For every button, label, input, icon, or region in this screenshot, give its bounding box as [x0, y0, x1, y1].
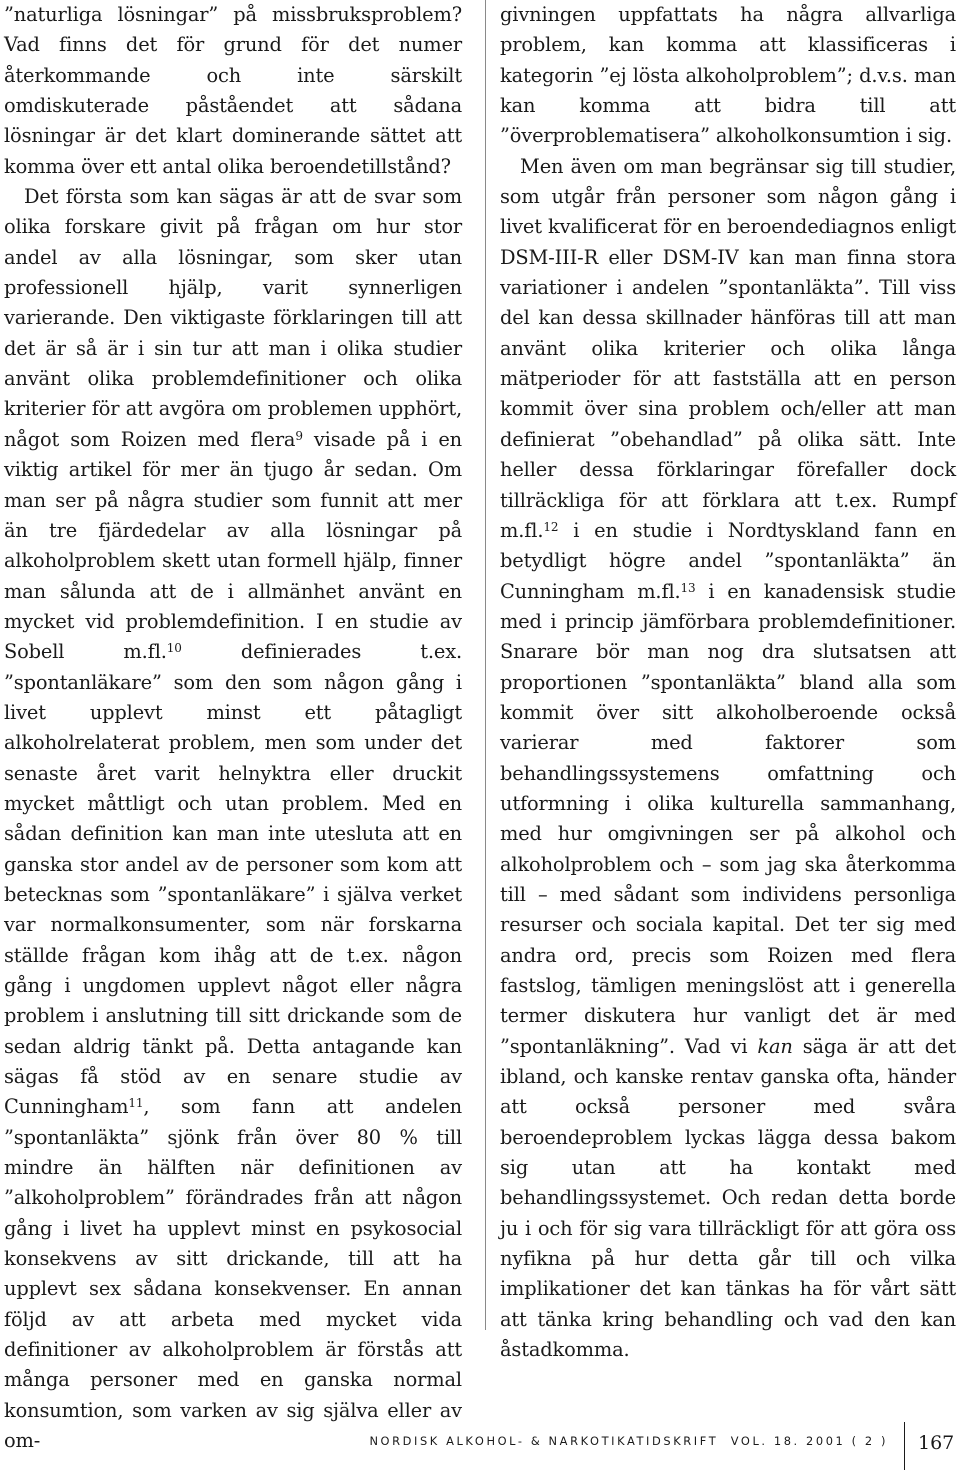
text-run: visade på i en viktig artikel för mer än tjugo år sedan. Om man ser på några studier som funnit att mer än tre fjärdedelar av alla lösningar på alkoholproblem skett utan formell hjälp, finner man sålunda att de i allmänhet använt en mycket vid problemdefinition. I en studie av Sobell m.fl.: [4, 427, 462, 664]
text-run: Det första som kan sägas är att de svar som olika forskare givit på frågan om hur stor andel av alla lösningar, som sker utan professionell hjälp, varit synnerligen varierande. Den viktigaste förklaringen till att det är så är i sin tur att man i olika studier använt olika problemdefinitioner och olika kriterier för att avgöra om problemen upphört, något som Roizen med flera: [4, 185, 462, 451]
text-run: i en kanadensisk studie med i princip jämförbara problemdefinitioner. Snarare bör man nog dra slutsatsen att proportionen ”spontanläkta” bland alla som kommit över sitt alkoholberoende också varierar med faktorer som behandlingssystemens omfattning och utformning i olika kulturella sammanhang, med hur omgivningen ser på alkohol och alkoholproblem och – som jag ska återkomma till – med sådant som individens personliga resurser och sociala kapital. Det ter sig med andra ord, precis som Roizen med flera fastslog, tämligen meningslöst att i generella termer diskutera hur vanligt det är med ”spontanläkning”. Vad vi: [500, 579, 956, 1058]
footer-rule: [904, 1422, 905, 1470]
footnote-ref: 12: [543, 519, 559, 534]
text-run: i en studie i Nordtyskland fann en betydligt högre andel ”spontanläkta” än Cunningham m.fl.: [500, 518, 956, 603]
left-column: [4, 0, 462, 1457]
page-footer: [0, 1422, 960, 1470]
right-column: [500, 0, 956, 1365]
column-divider: [485, 0, 486, 1330]
footnote-ref: 10: [166, 641, 182, 656]
emphasis: kan: [757, 1034, 793, 1058]
journal-title: NORDISK ALKOHOL- & NARKOTIKATIDSKRIFT: [369, 1434, 719, 1448]
page-number: 167: [918, 1432, 955, 1454]
volume-info: VOL. 18. 2001 ( 2 ): [730, 1434, 888, 1448]
text-run: definierades t.ex. ”spontanläkare” som den som någon gång i livet upplevt minst ett påtagligt alkoholrelaterat problem, men som under det senaste året varit helnyktra eller druckit mycket måttligt och utan problem. Med en sådan definition kan man inte utesluta att en ganska stor andel av de personer som kom att betecknas som ”spontanläkare” i själva verket var normalkonsumenter, som när forskarna ställde frågan kom ihåg att de t.ex. någon gång i ungdomen upplevt något eller några problem i anslutning till sitt drickande som de sedan aldrig tänkt på. Detta antagande kan sägas få stöd av en senare studie av Cunningham: [4, 640, 462, 1119]
paragraph: [500, 152, 956, 1366]
text-run: säga är att det ibland, och kanske rentav ganska ofta, händer att också personer med svåra beroendeproblem lyckas lägga dessa bakom sig utan att ha kontakt med behandlingssystemet. Och redan detta borde ju i och för sig vara tillräckligt för att göra oss nyfikna på hur detta går till och vilka implikationer det kan tänkas ha för vårt sätt att tänka kring behandling och vad den kan åstadkomma.: [500, 1034, 956, 1362]
footnote-ref: 9: [295, 428, 303, 443]
paragraph: [4, 182, 462, 1456]
text-run: Men även om man begränsar sig till studier, som utgår från personer som någon gång i livet kvalificerat för en beroendediagnos enligt DSM-III-R eller DSM-IV kan man finna stora variationer i andelen ”spontanläkta”. Till viss del kan dessa skillnader hänföras till att man använt olika kriterier och olika långa mätperioder för att fastställa att en person kommit över sina problem och/eller att man definierat ”obehandlad” på olika sätt. Inte heller dessa förklaringar förefaller dock tillräckliga för att förklara att t.ex. Rumpf m.fl.: [500, 154, 956, 542]
footnote-ref: 13: [680, 580, 696, 595]
text-run: , som fann att andelen ”spontanläkta” sjönk från över 80 % till mindre än hälften när definitionen av ”alkoholproblem” förändrades från att någon gång i livet ha upplevt minst en psykosocial konsekvens av sitt drickande, till att ha upplevt sex sådana konsekvenser. En annan följd av att arbeta med mycket vida definitioner av alkoholproblem är förstås att många personer med en ganska normal konsumtion, som varken av sig själva eller av om-: [4, 1095, 462, 1453]
paragraph: ”naturliga lösningar” på missbruksproblem? Vad finns det för grund för det numer återkommande och inte särskilt omdiskuterade påståendet att sådana lösningar är det klart dominerande sättet att komma över ett antal olika beroendetillstånd?: [4, 3, 462, 178]
paragraph: givningen uppfattats ha några allvarliga problem, kan komma att klassificeras i kategorin ”ej lösta alkoholproblem”; d.v.s. man kan komma att bidra till att ”överproblematisera” alkoholkonsumtion i sig.: [500, 3, 956, 148]
footnote-ref: 11: [128, 1096, 144, 1111]
running-footer: [369, 1434, 888, 1448]
